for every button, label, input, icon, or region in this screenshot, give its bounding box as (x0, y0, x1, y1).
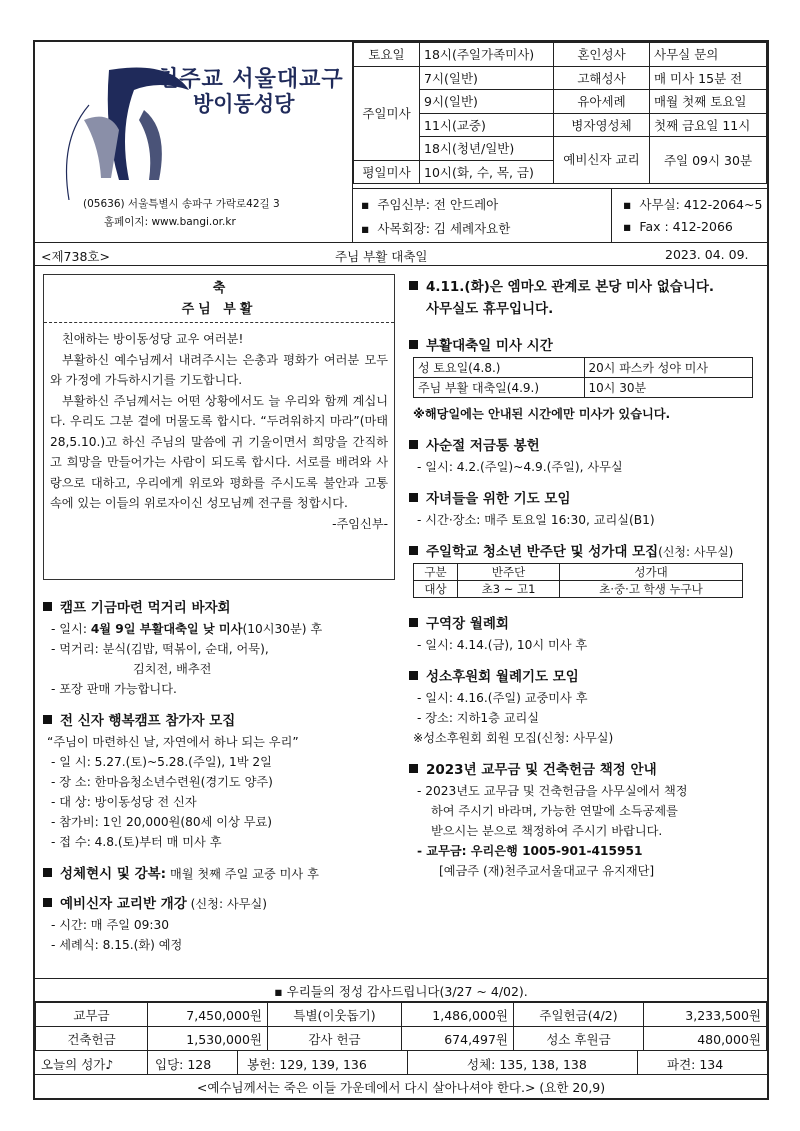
bazaar-takeout: - 포장 판매 가능합니다. (51, 682, 177, 696)
catechumen-detail: - 세례식: 8.15.(화) 예정 (51, 938, 183, 952)
sunday-school-table (413, 563, 743, 598)
left-column (43, 274, 401, 955)
offering-label: 성소 후원금 (514, 1027, 644, 1051)
hymn-entrance: 입당: 128 (155, 1057, 212, 1072)
issue-number: <제738호> (41, 249, 110, 264)
mass-schedule-table (353, 42, 767, 184)
easter-mass-note: ※해당일에는 안내된 시간에만 미사가 있습니다. (413, 407, 671, 421)
hymn-communion: 성체: 135, 138, 138 (467, 1057, 587, 1072)
sunday-time: 7시(일반) (420, 66, 554, 90)
pledge-heading: 2023년 교무금 및 건축헌금 책정 안내 (409, 758, 763, 778)
hymn-numbers (35, 1051, 767, 1075)
message-paragraph: 친애하는 방이동성당 교우 여러분! (62, 332, 244, 346)
table-cell: 대상 (414, 581, 458, 598)
bazaar-food: - 먹거리: 분식(김밥, 떡볶이, 순대, 어묵), (51, 642, 269, 656)
table-cell: 초·중·고 학생 누구나 (560, 581, 743, 598)
children-prayer-detail: - 시간·장소: 매주 토요일 16:30, 교리실(B1) (417, 513, 655, 527)
table-header: 반주단 (458, 564, 560, 581)
offering-label: 주일헌금(4/2) (514, 1003, 644, 1027)
sunday-time: 9시(일반) (420, 90, 554, 114)
offering-amount: 1,530,000원 (148, 1027, 268, 1051)
service-name: 혼인성사 (554, 43, 650, 67)
issue-bar (35, 242, 767, 266)
offering-label: 특별(이웃돕기) (268, 1003, 402, 1027)
offering-label: 감사 헌금 (268, 1027, 402, 1051)
issue-date: 2023. 04. 09. (665, 247, 749, 262)
issue-title: 주님 부활 대축일 (335, 249, 428, 264)
offering-label: 교무금 (36, 1003, 148, 1027)
church-address: (05636) 서울특별시 송파구 가락로42길 3 (83, 198, 280, 210)
catechumen-class-time: 주일 09시 30분 (650, 137, 767, 184)
camp-detail: - 일 시: 5.27.(토)~5.28.(주일), 1박 2일 (51, 755, 272, 769)
scripture-quote: <예수님께서는 죽은 이들 가운데에서 다시 살아나셔야 한다.> (요한 20,9) (196, 1080, 606, 1095)
service-time: 매월 첫째 토요일 (650, 90, 767, 114)
emmaus-notice: 4.11.(화)은 엠마오 관계로 본당 미사 없습니다. 사무실도 휴무입니다. (409, 276, 763, 320)
offering-amount: 674,497원 (402, 1027, 514, 1051)
church-parish-name: 방이동성당 (193, 92, 295, 116)
logo-area (35, 42, 353, 242)
district-detail: - 일시: 4.14.(금), 10시 미사 후 (417, 638, 588, 652)
vocation-detail: - 일시: 4.16.(주일) 교중미사 후 (417, 691, 588, 705)
pastor-name: ▪ 주임신부: 전 안드레아 (361, 197, 499, 212)
message-title-top: 축 (212, 281, 226, 296)
mass-time: 10시 30분 (584, 378, 752, 398)
service-time: 매 미사 15분 전 (650, 66, 767, 90)
catechumen-class-label: 예비신자 교리 (554, 137, 650, 184)
lent-box-detail: - 일시: 4.2.(주일)~4.9.(주일), 사무실 (417, 460, 623, 474)
offerings-table (35, 1002, 767, 1051)
church-diocese-name: 천주교 서울대교구 (157, 67, 344, 92)
message-paragraph: 부활하신 주님께서는 어떤 상황에서도 늘 우리와 함께 계십니다. 우리도 그분 곁에 머물도록 합시다. “두려워하지 마라”(마태 28,5.10.)고 하신 주님의 말씀에 귀 기울이면서 희망을 간직하고 희망을 만들어가는 사람이 되도록 합시다. 서로를 배려와 사랑으로 대하고, 우리에게 위로와 평화를 주시도록 불안과 고통 속에 있는 이들의 위로자이신 성모님께 전구를 청합시다. (50, 393, 388, 510)
pledge-bank-account: - 교무금: 우리은행 1005-901-415951 (417, 844, 643, 858)
camp-detail: - 참가비: 1인 20,000원(80세 이상 무료) (51, 815, 273, 829)
office-phone: ▪ 사무실: 412-2064~5 (623, 197, 763, 212)
sunday-time: 11시(교중) (420, 113, 554, 137)
weekday-mass-label: 평일미사 (354, 160, 420, 184)
church-homepage: 홈페이지: www.bangi.or.kr (104, 216, 236, 228)
hymn-offertory: 봉헌: 129, 139, 136 (247, 1057, 367, 1072)
sunday-mass-label: 주일미사 (354, 66, 420, 160)
catechumen-heading: 예비신자 교리반 개강 (신청: 사무실) (43, 892, 401, 912)
hymns-label: 오늘의 성가♪ (41, 1057, 114, 1072)
table-header: 구분 (414, 564, 458, 581)
sunday-time: 18시(청년/일반) (420, 137, 554, 161)
camp-detail: - 대 상: 방이동성당 전 신자 (51, 795, 197, 809)
offerings-thanks: ▪ 우리들의 정성 감사드립니다(3/27 ~ 4/02). (35, 978, 767, 1002)
offerings-footer (35, 978, 767, 1099)
pastor-message (43, 274, 395, 580)
service-time: 사무실 문의 (650, 43, 767, 67)
fax-number: ▪ Fax : 412-2066 (623, 219, 733, 234)
message-title: 주님 부활 (44, 300, 394, 324)
camp-detail: - 장 소: 한마음청소년수련원(경기도 양주) (51, 775, 273, 789)
table-header: 성가대 (560, 564, 743, 581)
pledge-detail: 받으시는 분으로 책정하여 주시기 바랍니다. (431, 824, 663, 838)
vocation-detail: - 장소: 지하1층 교리실 (417, 711, 540, 725)
offering-label: 건축헌금 (36, 1027, 148, 1051)
vocation-detail: ※성소후원회 회원 모집(신청: 사무실) (413, 731, 614, 745)
saturday-label: 토요일 (354, 43, 420, 67)
service-name: 고해성사 (554, 66, 650, 90)
catechumen-detail: - 시간: 매 주일 09:30 (51, 918, 169, 932)
message-signature: -주임신부- (332, 516, 388, 531)
easter-mass-table (413, 357, 753, 398)
offering-amount: 480,000원 (644, 1027, 767, 1051)
bazaar-food-cont: 김치전, 배추전 (133, 662, 212, 676)
saturday-time: 18시(주일가족미사) (420, 43, 554, 67)
camp-heading: 전 신자 행복캠프 참가자 모집 (43, 709, 401, 729)
service-name: 유아세례 (554, 90, 650, 114)
bulletin-page (33, 40, 769, 1100)
sunday-school-heading: 주일학교 청소년 반주단 및 성가대 모집(신청: 사무실) (409, 540, 763, 560)
mass-day: 주님 부활 대축일(4.9.) (414, 378, 585, 398)
district-heading: 구역장 월례회 (409, 612, 763, 632)
mass-time: 20시 파스카 성야 미사 (584, 358, 752, 378)
adoration-heading: 성체현시 및 강복: 매월 첫째 주일 교중 미사 후 (43, 862, 401, 882)
camp-slogan: “주님이 마련하신 날, 자연에서 하나 되는 우리” (47, 735, 299, 749)
message-paragraph: 부활하신 예수님께서 내려주시는 은총과 평화가 여러분 모두와 가정에 가득하시기를 기도합니다. (50, 352, 388, 387)
bulletin-header (35, 42, 767, 242)
pledge-detail: - 2023년도 교무금 및 건축헌금을 사무실에서 책정 (417, 784, 688, 798)
hymn-dismissal: 파견: 134 (667, 1057, 724, 1072)
children-prayer-heading: 자녀들을 위한 기도 모임 (409, 487, 763, 507)
bazaar-heading: 캠프 기금마련 먹거리 바자회 (43, 596, 401, 616)
council-president: ▪ 사목회장: 김 세례자요한 (361, 221, 511, 236)
right-column (409, 274, 763, 881)
mass-day: 성 토요일(4.8.) (414, 358, 585, 378)
offering-amount: 3,233,500원 (644, 1003, 767, 1027)
easter-mass-heading: 부활대축일 미사 시간 (409, 334, 763, 354)
bazaar-date: - 일시: 4월 9일 부활대축일 낮 미사(10시30분) 후 (51, 622, 323, 636)
pledge-account-holder: [예금주 (재)천주교서울대교구 유지재단] (439, 864, 655, 878)
offering-amount: 1,486,000원 (402, 1003, 514, 1027)
offering-amount: 7,450,000원 (148, 1003, 268, 1027)
service-time: 첫째 금요일 11시 (650, 113, 767, 137)
service-name: 병자영성체 (554, 113, 650, 137)
weekday-mass-time: 10시(화, 수, 목, 금) (420, 160, 554, 184)
lent-box-heading: 사순절 저금통 봉헌 (409, 434, 763, 454)
table-cell: 초3 ~ 고1 (458, 581, 560, 598)
vocation-heading: 성소후원회 월례기도 모임 (409, 665, 763, 685)
pledge-detail: 하여 주시기 바라며, 가능한 연말에 소득공제를 (431, 804, 678, 818)
camp-detail: - 접 수: 4.8.(토)부터 매 미사 후 (51, 835, 222, 849)
contact-info (353, 188, 767, 242)
